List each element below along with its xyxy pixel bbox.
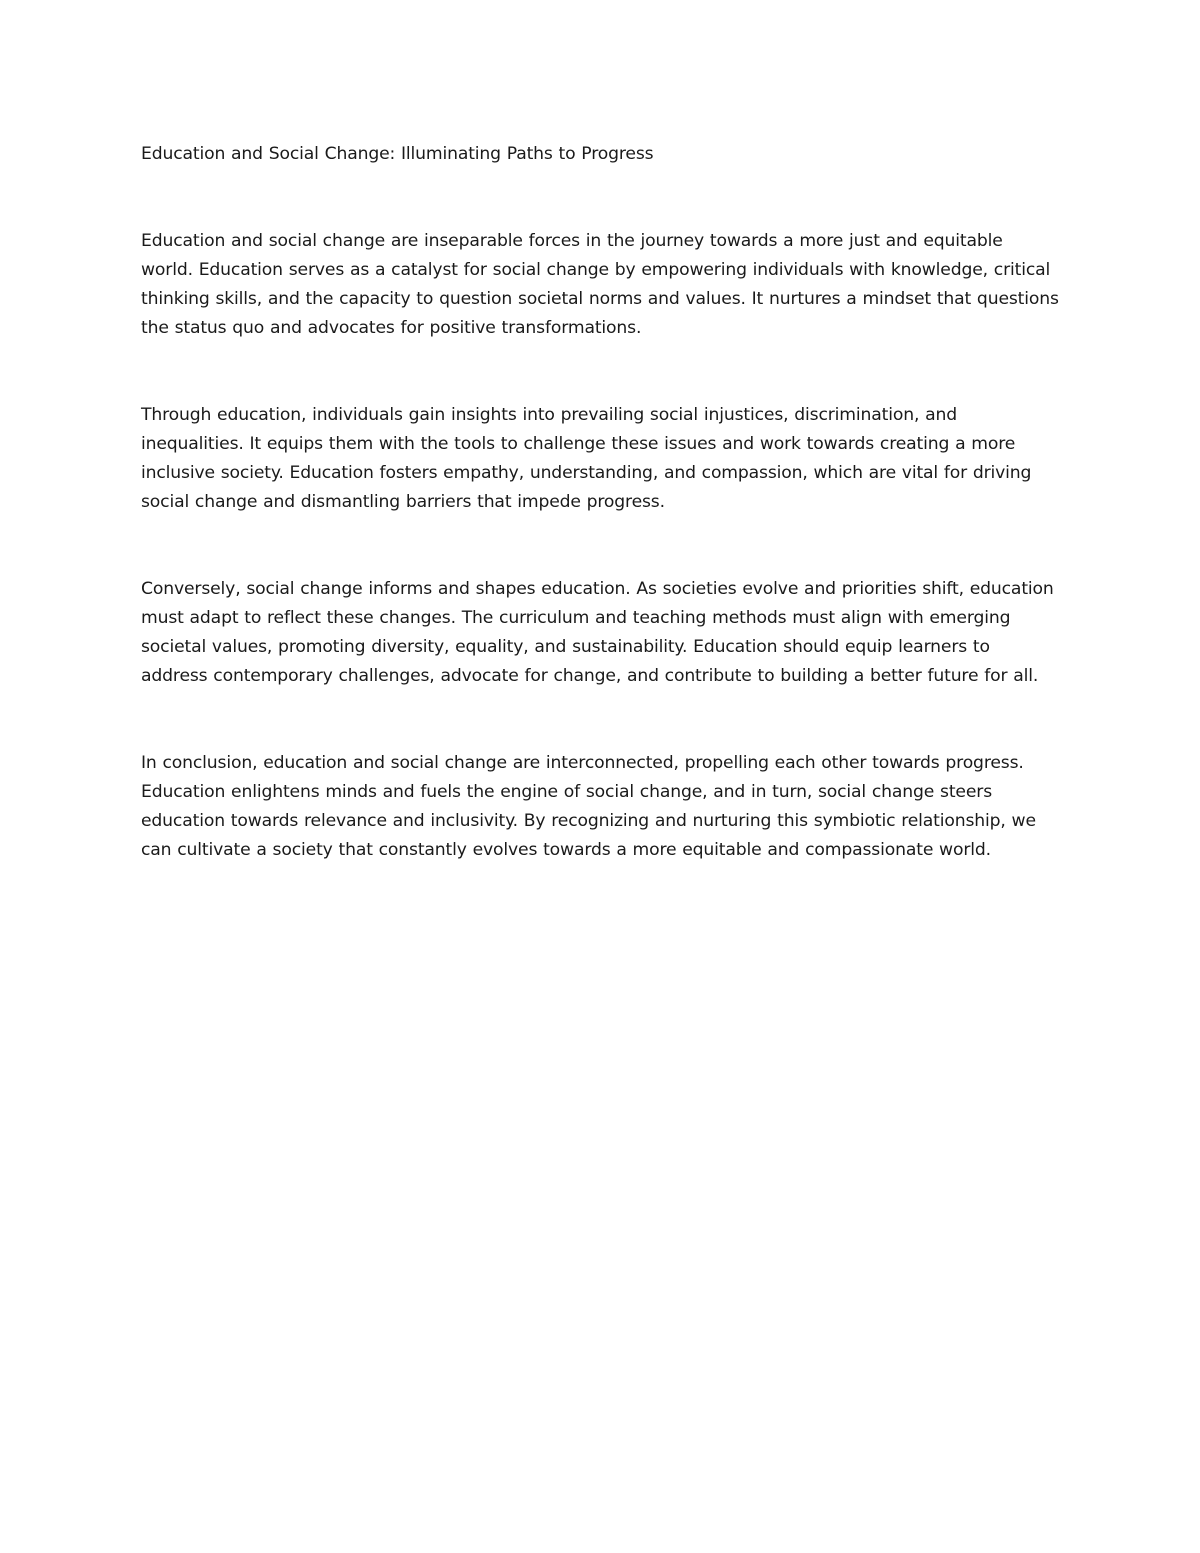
document-title: Education and Social Change: Illuminating Paths to Progress xyxy=(141,144,654,164)
paragraph-1: Education and social change are inseparable forces in the journey towards a more just and equitable world. Education serves as a catalyst for social change by empowering individuals with knowledge, critical thinking skills, and the capacity to question societal norms and values. It nurtures a mindset that questions the status quo and advocates for positive transformations. xyxy=(141,231,1059,338)
paragraph-2: Through education, individuals gain insights into prevailing social injustices, discrimination, and inequalities. It equips them with the tools to challenge these issues and work towards creating a more inclusive society. Education fosters empathy, understanding, and compassion, which are vital for driving social change and dismantling barriers that impede progress. xyxy=(141,405,1032,512)
paragraph-3: Conversely, social change informs and shapes education. As societies evolve and priorities shift, education must adapt to reflect these changes. The curriculum and teaching methods must align with emerging societal values, promoting diversity, equality, and sustainability. Education should equip learners to address contemporary challenges, advocate for change, and contribute to building a better future for all. xyxy=(141,579,1054,686)
paragraph-4: In conclusion, education and social change are interconnected, propelling each other towards progress. Education enlightens minds and fuels the engine of social change, and in turn, social change steers education towards relevance and inclusivity. By recognizing and nurturing this symbiotic relationship, we can cultivate a society that constantly evolves towards a more equitable and compassionate world. xyxy=(141,753,1036,860)
document-body xyxy=(141,140,1059,923)
